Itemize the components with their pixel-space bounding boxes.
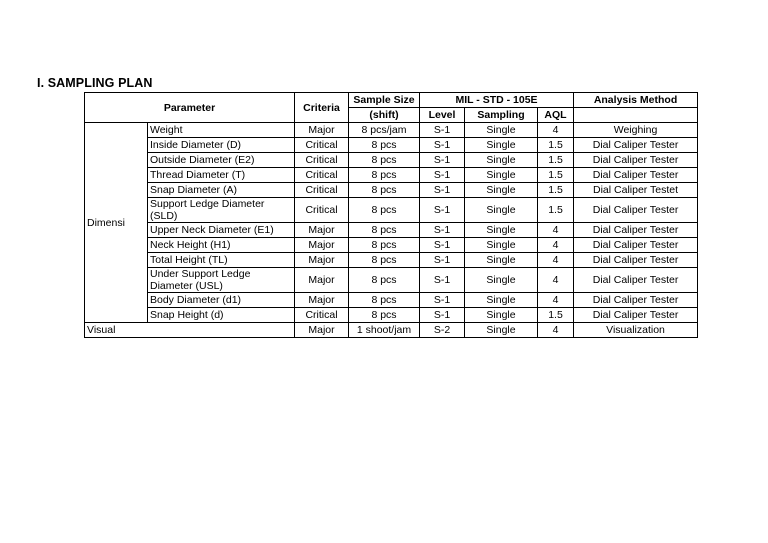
cell-parameter: Total Height (TL): [148, 253, 295, 268]
cell-sampling: Single: [465, 123, 538, 138]
cell-criteria: Major: [295, 323, 349, 338]
cell-criteria: Critical: [295, 138, 349, 153]
header-row-1: [85, 93, 698, 108]
cell-parameter: Weight: [148, 123, 295, 138]
cell-aql: 4: [538, 323, 574, 338]
cell-analysis-method: Weighing: [574, 123, 698, 138]
cell-sampling: Single: [465, 268, 538, 293]
table-row: [85, 223, 698, 238]
cell-analysis-method: Dial Caliper Tester: [574, 238, 698, 253]
table-body: [85, 123, 698, 338]
cell-level: S-1: [420, 253, 465, 268]
cell-sample-size: 8 pcs/jam: [349, 123, 420, 138]
cell-aql: 4: [538, 238, 574, 253]
header-sample-size: Sample Size: [349, 93, 420, 108]
cell-aql: 1.5: [538, 138, 574, 153]
header-aql: AQL: [538, 108, 574, 123]
cell-sample-size: 8 pcs: [349, 198, 420, 223]
cell-criteria: Major: [295, 268, 349, 293]
cell-aql: 4: [538, 293, 574, 308]
cell-aql: 1.5: [538, 153, 574, 168]
cell-sampling: Single: [465, 293, 538, 308]
header-criteria: Criteria: [295, 93, 349, 123]
cell-analysis-method: Dial Caliper Tester: [574, 268, 698, 293]
cell-sampling: Single: [465, 223, 538, 238]
header-analysis-method: Analysis Method: [574, 93, 698, 108]
cell-level: S-1: [420, 168, 465, 183]
cell-parameter: Upper Neck Diameter (E1): [148, 223, 295, 238]
cell-sample-size: 8 pcs: [349, 268, 420, 293]
cell-analysis-method: Dial Caliper Tester: [574, 223, 698, 238]
cell-aql: 4: [538, 268, 574, 293]
cell-sample-size: 8 pcs: [349, 153, 420, 168]
cell-analysis-method: Dial Caliper Tester: [574, 138, 698, 153]
cell-analysis-method: Dial Caliper Tester: [574, 308, 698, 323]
sampling-plan-table: [84, 92, 698, 338]
cell-sampling: Single: [465, 238, 538, 253]
cell-level: S-1: [420, 153, 465, 168]
cell-criteria: Critical: [295, 198, 349, 223]
cell-analysis-method: Dial Caliper Tester: [574, 253, 698, 268]
cell-criteria: Critical: [295, 183, 349, 198]
cell-aql: 4: [538, 223, 574, 238]
cell-level: S-1: [420, 123, 465, 138]
cell-sampling: Single: [465, 308, 538, 323]
cell-sampling: Single: [465, 153, 538, 168]
cell-sample-size: 8 pcs: [349, 138, 420, 153]
cell-criteria: Critical: [295, 168, 349, 183]
cell-level: S-1: [420, 198, 465, 223]
cell-sample-size: 1 shoot/jam: [349, 323, 420, 338]
section-title: I. SAMPLING PLAN: [37, 76, 153, 90]
cell-aql: 1.5: [538, 168, 574, 183]
cell-parameter: Support Ledge Diameter (SLD): [148, 198, 295, 223]
cell-analysis-method: Dial Caliper Tester: [574, 293, 698, 308]
table-row: [85, 238, 698, 253]
table-row: [85, 253, 698, 268]
cell-parameter: Thread Diameter (T): [148, 168, 295, 183]
table-row: [85, 168, 698, 183]
header-sampling: Sampling: [465, 108, 538, 123]
cell-sampling: Single: [465, 183, 538, 198]
cell-criteria: Critical: [295, 308, 349, 323]
cell-analysis-method: Dial Caliper Tester: [574, 168, 698, 183]
cell-level: S-1: [420, 238, 465, 253]
cell-parameter: Body Diameter (d1): [148, 293, 295, 308]
cell-level: S-1: [420, 268, 465, 293]
cell-parameter: Under Support Ledge Diameter (USL): [148, 268, 295, 293]
cell-parameter: Outside Diameter (E2): [148, 153, 295, 168]
cell-analysis-method: Dial Caliper Tester: [574, 198, 698, 223]
cell-level: S-1: [420, 223, 465, 238]
table-row: [85, 153, 698, 168]
header-level: Level: [420, 108, 465, 123]
table-row: [85, 198, 698, 223]
group-visual: Visual: [85, 323, 295, 338]
cell-criteria: Major: [295, 238, 349, 253]
cell-aql: 1.5: [538, 198, 574, 223]
cell-sampling: Single: [465, 323, 538, 338]
group-dimensi: Dimensi: [85, 123, 148, 323]
cell-aql: 4: [538, 123, 574, 138]
header-shift: (shift): [349, 108, 420, 123]
cell-aql: 1.5: [538, 308, 574, 323]
cell-level: S-1: [420, 138, 465, 153]
cell-sample-size: 8 pcs: [349, 168, 420, 183]
table-row: [85, 268, 698, 293]
header-parameter: Parameter: [85, 93, 295, 123]
header-analysis-blank: [574, 108, 698, 123]
cell-criteria: Major: [295, 293, 349, 308]
cell-sample-size: 8 pcs: [349, 238, 420, 253]
cell-sampling: Single: [465, 253, 538, 268]
cell-analysis-method: Visualization: [574, 323, 698, 338]
cell-aql: 1.5: [538, 183, 574, 198]
cell-sample-size: 8 pcs: [349, 293, 420, 308]
table-row: [85, 308, 698, 323]
table-row: [85, 123, 698, 138]
cell-level: S-1: [420, 293, 465, 308]
cell-criteria: Major: [295, 223, 349, 238]
cell-parameter: Inside Diameter (D): [148, 138, 295, 153]
cell-analysis-method: Dial Caliper Testet: [574, 183, 698, 198]
cell-analysis-method: Dial Caliper Tester: [574, 153, 698, 168]
table-row: [85, 183, 698, 198]
cell-sampling: Single: [465, 138, 538, 153]
cell-level: S-2: [420, 323, 465, 338]
cell-sample-size: 8 pcs: [349, 183, 420, 198]
cell-criteria: Major: [295, 253, 349, 268]
cell-level: S-1: [420, 308, 465, 323]
cell-sampling: Single: [465, 168, 538, 183]
table-row: [85, 293, 698, 308]
cell-parameter: Snap Diameter (A): [148, 183, 295, 198]
cell-parameter: Neck Height (H1): [148, 238, 295, 253]
table-row: [85, 138, 698, 153]
cell-sample-size: 8 pcs: [349, 253, 420, 268]
cell-sample-size: 8 pcs: [349, 308, 420, 323]
header-mil-std: MIL - STD - 105E: [420, 93, 574, 108]
cell-criteria: Major: [295, 123, 349, 138]
cell-sampling: Single: [465, 198, 538, 223]
cell-sample-size: 8 pcs: [349, 223, 420, 238]
cell-criteria: Critical: [295, 153, 349, 168]
cell-parameter: Snap Height (d): [148, 308, 295, 323]
cell-level: S-1: [420, 183, 465, 198]
table-row-visual: [85, 323, 698, 338]
cell-aql: 4: [538, 253, 574, 268]
